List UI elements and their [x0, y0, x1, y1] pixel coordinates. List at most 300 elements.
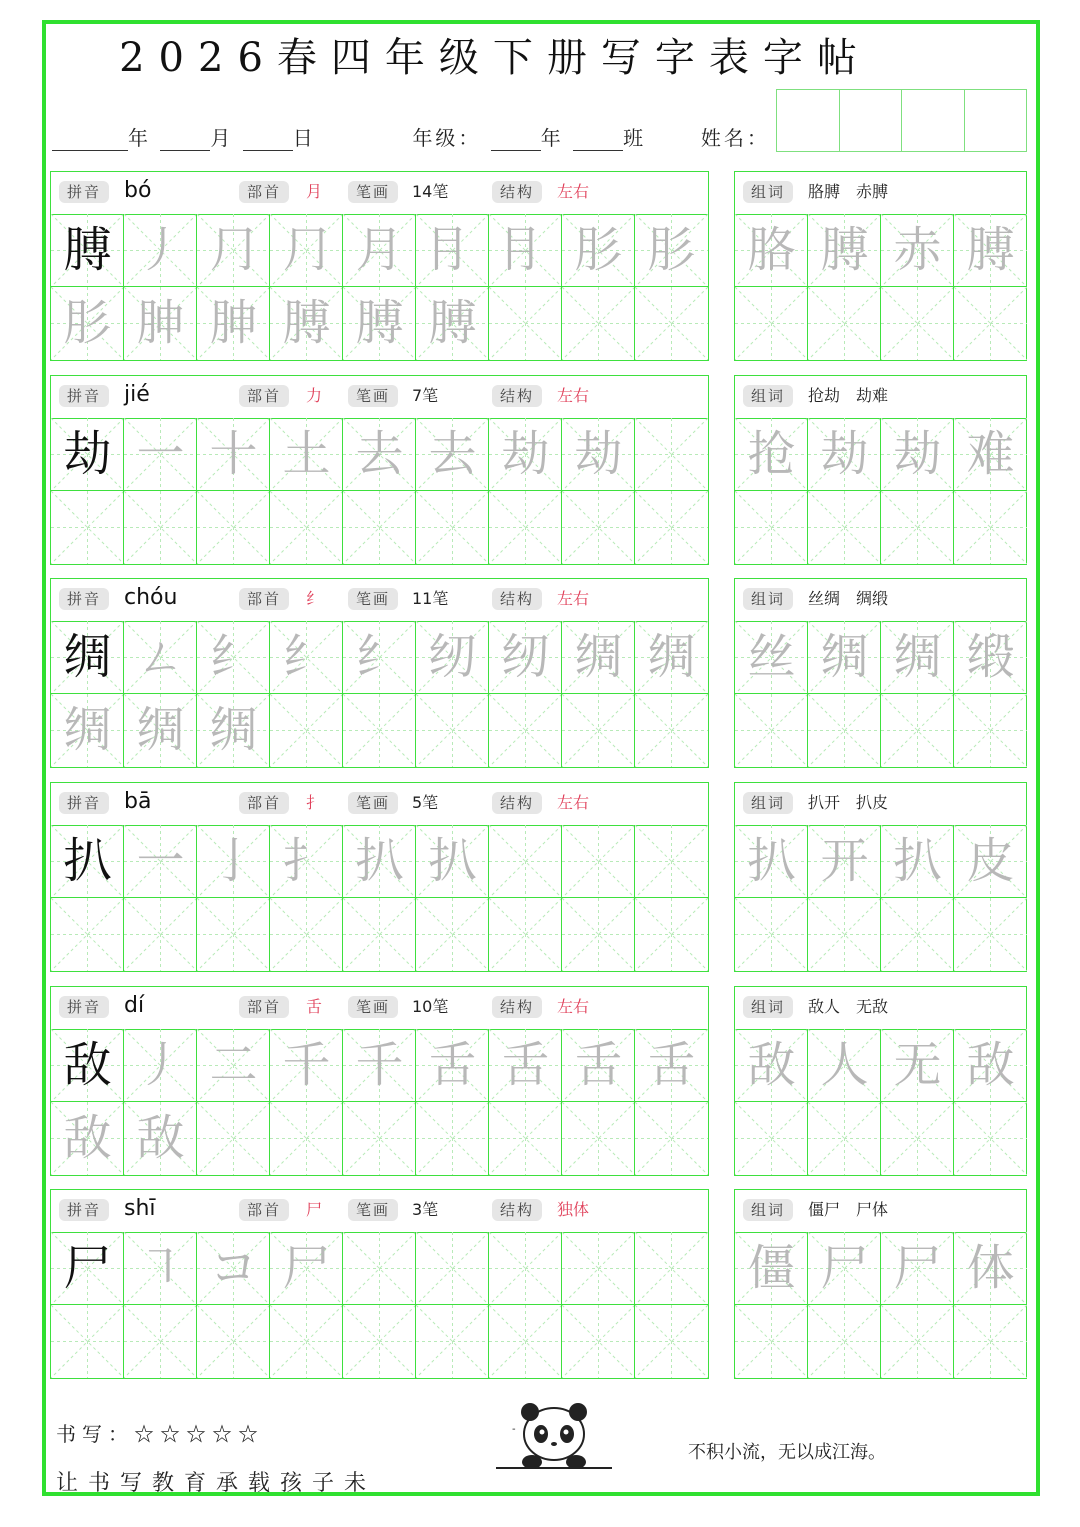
practice-char: 绸 [574, 629, 623, 685]
practice-char: ㄥ [136, 629, 185, 685]
practice-cell[interactable] [197, 214, 270, 287]
practice-char: 劫 [63, 426, 112, 482]
practice-cell[interactable] [343, 1102, 416, 1175]
practice-char: 扒 [428, 833, 477, 889]
word-trace-cell[interactable] [954, 214, 1027, 287]
practice-char: 绸 [893, 629, 942, 685]
model-char-cell[interactable] [51, 621, 124, 694]
practice-char: 纫 [428, 629, 477, 685]
practice-cell[interactable] [635, 1102, 708, 1175]
words-header [735, 1190, 1026, 1233]
practice-cell[interactable] [270, 491, 343, 564]
practice-char: 膊 [966, 222, 1015, 278]
practice-cell[interactable] [197, 287, 270, 360]
word-trace-cell[interactable] [735, 214, 808, 287]
name-boxes[interactable] [776, 89, 1027, 152]
words-block [734, 782, 1027, 972]
word-practice-cell[interactable] [954, 1102, 1027, 1175]
practice-char: 舌 [574, 1037, 623, 1093]
words-header [735, 376, 1026, 419]
words-value: 僵尸 尸体 [808, 1200, 889, 1219]
practice-cell[interactable] [124, 214, 197, 287]
writing-rating: 书写：☆☆☆☆☆ [56, 1422, 264, 1446]
practice-cell[interactable] [635, 694, 708, 767]
structure-tag: 结构 [492, 996, 542, 1018]
word-trace-cell[interactable] [881, 621, 954, 694]
practice-cell[interactable] [124, 825, 197, 898]
practice-cell[interactable] [562, 1102, 635, 1175]
practice-char: 膊 [355, 295, 404, 351]
word-practice-cell[interactable] [735, 898, 808, 971]
practice-cell[interactable] [416, 287, 489, 360]
practice-char: 尸 [820, 1240, 869, 1296]
word-trace-cell[interactable] [808, 621, 881, 694]
practice-char: 劫 [501, 426, 550, 482]
word-practice-cell[interactable] [954, 694, 1027, 767]
word-trace-cell[interactable] [881, 825, 954, 898]
practice-cell[interactable] [343, 694, 416, 767]
practice-char: 纟 [282, 629, 331, 685]
ban-label: 班 [623, 126, 647, 150]
practice-char: 千 [355, 1037, 404, 1093]
practice-cell[interactable] [197, 898, 270, 971]
practice-cell[interactable] [562, 1029, 635, 1102]
practice-cell[interactable] [489, 1305, 562, 1378]
practice-char: 赤 [893, 222, 942, 278]
practice-char: 扒 [747, 833, 796, 889]
practice-cell[interactable] [197, 491, 270, 564]
practice-char: 膊 [282, 295, 331, 351]
practice-cell[interactable] [270, 621, 343, 694]
char-header [51, 579, 708, 622]
words-header [735, 172, 1026, 215]
pinyin-tag: 拼音 [59, 792, 109, 814]
practice-cell[interactable] [489, 825, 562, 898]
practice-cell[interactable] [416, 1305, 489, 1378]
words-value: 丝绸 绸缎 [808, 589, 889, 608]
practice-cell[interactable] [489, 491, 562, 564]
practice-char: 膊 [820, 222, 869, 278]
practice-cell[interactable] [562, 621, 635, 694]
name-box[interactable] [902, 90, 965, 151]
practice-cell[interactable] [343, 898, 416, 971]
practice-cell[interactable] [197, 1305, 270, 1378]
practice-cell[interactable] [562, 898, 635, 971]
word-practice-cell[interactable] [808, 1305, 881, 1378]
pinyin-tag: 拼音 [59, 588, 109, 610]
practice-char: 去 [355, 426, 404, 482]
practice-cell[interactable] [51, 694, 124, 767]
name-box[interactable] [777, 90, 840, 151]
practice-cell[interactable] [124, 418, 197, 491]
practice-cell[interactable] [416, 214, 489, 287]
practice-cell[interactable] [343, 1232, 416, 1305]
practice-cell[interactable] [124, 1029, 197, 1102]
practice-cell[interactable] [343, 1029, 416, 1102]
pinyin-value: dí [124, 993, 145, 1018]
practice-cell[interactable] [416, 418, 489, 491]
pinyin-value: shī [124, 1196, 156, 1221]
word-practice-cell[interactable] [954, 1305, 1027, 1378]
strokes-tag: 笔画 [348, 385, 398, 407]
words-tag: 组词 [743, 1199, 793, 1221]
practice-cell[interactable] [124, 621, 197, 694]
practice-cell[interactable] [124, 1102, 197, 1175]
word-trace-cell[interactable] [954, 1232, 1027, 1305]
radical-value: 纟 [306, 589, 323, 608]
month-blank[interactable] [160, 128, 210, 151]
practice-cell[interactable] [51, 491, 124, 564]
practice-cell[interactable] [416, 491, 489, 564]
practice-char: 绸 [136, 702, 185, 758]
grade-blank[interactable] [491, 128, 541, 151]
practice-char: 舌 [428, 1037, 477, 1093]
practice-cell[interactable] [343, 214, 416, 287]
practice-cell[interactable] [635, 214, 708, 287]
practice-char: 人 [820, 1037, 869, 1093]
words-header [735, 579, 1026, 622]
practice-char: ⺝ [501, 222, 550, 278]
model-char-cell[interactable] [51, 1232, 124, 1305]
char-block [50, 578, 709, 768]
info-row [52, 122, 770, 151]
year-label: 年 [128, 126, 151, 150]
practice-char: 扒 [355, 833, 404, 889]
practice-cell[interactable] [124, 898, 197, 971]
model-char-cell[interactable] [51, 825, 124, 898]
word-practice-cell[interactable] [735, 491, 808, 564]
practice-cell[interactable] [416, 621, 489, 694]
strokes-tag: 笔画 [348, 996, 398, 1018]
practice-cell[interactable] [635, 287, 708, 360]
word-practice-cell[interactable] [954, 491, 1027, 564]
word-trace-cell[interactable] [954, 621, 1027, 694]
practice-cell[interactable] [562, 214, 635, 287]
practice-char: 僵 [747, 1240, 796, 1296]
words-block [734, 1189, 1027, 1379]
motto-text: 让书写教育承载孩子未 [56, 1471, 377, 1496]
radical-tag: 部首 [239, 1199, 289, 1221]
practice-cell[interactable] [416, 694, 489, 767]
word-trace-cell[interactable] [735, 1232, 808, 1305]
pinyin-value: chóu [124, 585, 178, 610]
practice-char: 敌 [747, 1037, 796, 1093]
practice-char: 膊 [428, 295, 477, 351]
name-box[interactable] [840, 90, 903, 151]
practice-cell[interactable] [343, 621, 416, 694]
practice-cell[interactable] [197, 1029, 270, 1102]
practice-cell[interactable] [124, 1232, 197, 1305]
practice-char: 缎 [966, 629, 1015, 685]
practice-char: コ [209, 1240, 258, 1296]
words-block [734, 171, 1027, 361]
word-practice-cell[interactable] [881, 694, 954, 767]
practice-char: 绸 [63, 702, 112, 758]
word-practice-cell[interactable] [881, 898, 954, 971]
practice-cell[interactable] [197, 694, 270, 767]
practice-cell[interactable] [51, 898, 124, 971]
word-trace-cell[interactable] [881, 1029, 954, 1102]
practice-char: 一 [136, 426, 185, 482]
year-blank[interactable] [52, 128, 128, 151]
practice-char: 月 [355, 222, 404, 278]
practice-char: 绸 [209, 702, 258, 758]
word-practice-cell[interactable] [735, 1305, 808, 1378]
char-header [51, 987, 708, 1030]
practice-cell[interactable] [489, 1029, 562, 1102]
practice-cell[interactable] [197, 825, 270, 898]
day-blank[interactable] [243, 128, 293, 151]
model-char-cell[interactable] [51, 418, 124, 491]
practice-char: 扌 [282, 833, 331, 889]
practice-cell[interactable] [635, 1232, 708, 1305]
strokes-tag: 笔画 [348, 181, 398, 203]
words-value: 扒开 扒皮 [808, 793, 889, 812]
practice-cell[interactable] [197, 418, 270, 491]
practice-char: 千 [282, 1037, 331, 1093]
practice-char: 扒 [63, 833, 112, 889]
char-block [50, 782, 709, 972]
practice-char: 劫 [893, 426, 942, 482]
practice-cell[interactable] [416, 1029, 489, 1102]
name-label: 姓名： [700, 126, 770, 150]
practice-char: 皮 [966, 833, 1015, 889]
practice-cell[interactable] [489, 694, 562, 767]
radical-tag: 部首 [239, 792, 289, 814]
strokes-tag: 笔画 [348, 588, 398, 610]
practice-cell[interactable] [51, 1305, 124, 1378]
structure-tag: 结构 [492, 385, 542, 407]
practice-cell[interactable] [270, 214, 343, 287]
words-tag: 组词 [743, 792, 793, 814]
word-practice-cell[interactable] [881, 1305, 954, 1378]
pinyin-value: jié [124, 382, 150, 407]
strokes-value: 5笔 [412, 793, 439, 812]
practice-char: 肜 [63, 295, 112, 351]
words-header [735, 987, 1026, 1030]
word-practice-cell[interactable] [735, 694, 808, 767]
practice-char: 敌 [63, 1110, 112, 1166]
strokes-value: 11笔 [412, 589, 449, 608]
word-trace-cell[interactable] [735, 418, 808, 491]
practice-cell[interactable] [562, 825, 635, 898]
practice-char: 难 [966, 426, 1015, 482]
char-block [50, 1189, 709, 1379]
practice-char: 纫 [501, 629, 550, 685]
practice-char: 胳 [747, 222, 796, 278]
structure-tag: 结构 [492, 792, 542, 814]
word-trace-cell[interactable] [808, 418, 881, 491]
practice-char: 亅 [209, 833, 258, 889]
practice-cell[interactable] [635, 898, 708, 971]
practice-char: 敌 [63, 1037, 112, 1093]
word-practice-cell[interactable] [954, 287, 1027, 360]
word-trace-cell[interactable] [881, 1232, 954, 1305]
strokes-tag: 笔画 [348, 1199, 398, 1221]
word-trace-cell[interactable] [735, 621, 808, 694]
words-value: 敌人 无敌 [808, 997, 889, 1016]
radical-value: 尸 [306, 1200, 323, 1219]
word-practice-cell[interactable] [808, 287, 881, 360]
model-char-cell[interactable] [51, 214, 124, 287]
pinyin-tag: 拼音 [59, 181, 109, 203]
practice-cell[interactable] [489, 1232, 562, 1305]
char-header [51, 172, 708, 215]
model-char-cell[interactable] [51, 1029, 124, 1102]
words-block [734, 986, 1027, 1176]
strokes-value: 14笔 [412, 182, 449, 201]
practice-cell[interactable] [562, 287, 635, 360]
structure-value: 左右 [557, 793, 590, 812]
practice-cell[interactable] [51, 1102, 124, 1175]
practice-cell[interactable] [343, 418, 416, 491]
practice-cell[interactable] [343, 825, 416, 898]
practice-cell[interactable] [635, 1305, 708, 1378]
practice-cell[interactable] [124, 694, 197, 767]
practice-char: 舌 [647, 1037, 696, 1093]
practice-cell[interactable] [489, 1102, 562, 1175]
structure-value: 左右 [557, 997, 590, 1016]
name-box[interactable] [965, 90, 1027, 151]
practice-cell[interactable] [635, 621, 708, 694]
word-trace-cell[interactable] [881, 214, 954, 287]
strokes-value: 10笔 [412, 997, 449, 1016]
word-trace-cell[interactable] [808, 825, 881, 898]
practice-cell[interactable] [562, 694, 635, 767]
class-blank[interactable] [573, 128, 623, 151]
word-practice-cell[interactable] [808, 1102, 881, 1175]
practice-cell[interactable] [124, 491, 197, 564]
practice-char: 丿 [136, 222, 185, 278]
practice-cell[interactable] [270, 287, 343, 360]
practice-cell[interactable] [635, 491, 708, 564]
practice-cell[interactable] [562, 491, 635, 564]
nian-label: 年 [540, 126, 564, 150]
practice-cell[interactable] [343, 491, 416, 564]
practice-char: 绸 [820, 629, 869, 685]
words-value: 胳膊 赤膊 [808, 182, 889, 201]
word-trace-cell[interactable] [808, 214, 881, 287]
pinyin-value: bā [124, 789, 152, 814]
practice-cell[interactable] [489, 214, 562, 287]
structure-value: 左右 [557, 182, 590, 201]
practice-cell[interactable] [416, 1232, 489, 1305]
word-practice-cell[interactable] [881, 491, 954, 564]
radical-value: 力 [306, 386, 323, 405]
strokes-value: 7笔 [412, 386, 439, 405]
words-tag: 组词 [743, 996, 793, 1018]
words-block [734, 578, 1027, 768]
quote-text: 不积小流，无以成江海。 [688, 1442, 886, 1463]
practice-cell[interactable] [124, 287, 197, 360]
practice-cell[interactable] [197, 621, 270, 694]
word-trace-cell[interactable] [735, 1029, 808, 1102]
pinyin-tag: 拼音 [59, 1199, 109, 1221]
practice-cell[interactable] [489, 287, 562, 360]
practice-char: 肜 [574, 222, 623, 278]
pinyin-tag: 拼音 [59, 385, 109, 407]
practice-cell[interactable] [197, 1102, 270, 1175]
practice-cell[interactable] [489, 898, 562, 971]
practice-cell[interactable] [562, 418, 635, 491]
practice-cell[interactable] [270, 1029, 343, 1102]
practice-cell[interactable] [635, 1029, 708, 1102]
word-trace-cell[interactable] [954, 1029, 1027, 1102]
practice-cell[interactable] [635, 825, 708, 898]
structure-value: 左右 [557, 589, 590, 608]
practice-cell[interactable] [562, 1305, 635, 1378]
practice-cell[interactable] [270, 418, 343, 491]
practice-cell[interactable] [416, 898, 489, 971]
practice-cell[interactable] [197, 1232, 270, 1305]
word-practice-cell[interactable] [881, 287, 954, 360]
word-practice-cell[interactable] [735, 287, 808, 360]
practice-cell[interactable] [270, 825, 343, 898]
practice-char: 开 [820, 833, 869, 889]
word-trace-cell[interactable] [954, 825, 1027, 898]
practice-char: 去 [428, 426, 477, 482]
word-trace-cell[interactable] [808, 1232, 881, 1305]
structure-value: 独体 [557, 1200, 590, 1219]
word-trace-cell[interactable] [881, 418, 954, 491]
word-trace-cell[interactable] [808, 1029, 881, 1102]
practice-char: 二 [209, 1037, 258, 1093]
word-practice-cell[interactable] [735, 1102, 808, 1175]
words-block [734, 375, 1027, 565]
practice-char: 胂 [209, 295, 258, 351]
practice-char: 纟 [209, 629, 258, 685]
practice-cell[interactable] [343, 287, 416, 360]
practice-char: 敌 [966, 1037, 1015, 1093]
radical-tag: 部首 [239, 385, 289, 407]
practice-cell[interactable] [562, 1232, 635, 1305]
word-practice-cell[interactable] [808, 694, 881, 767]
structure-value: 左右 [557, 386, 590, 405]
day-label: 日 [292, 126, 316, 150]
practice-cell[interactable] [270, 1102, 343, 1175]
word-trace-cell[interactable] [735, 825, 808, 898]
practice-cell[interactable] [416, 825, 489, 898]
practice-char: 丿 [136, 1037, 185, 1093]
practice-cell[interactable] [270, 1305, 343, 1378]
radical-tag: 部首 [239, 181, 289, 203]
word-practice-cell[interactable] [881, 1102, 954, 1175]
practice-cell[interactable] [270, 694, 343, 767]
char-header [51, 376, 708, 419]
practice-cell[interactable] [270, 898, 343, 971]
practice-cell[interactable] [635, 418, 708, 491]
practice-cell[interactable] [124, 1305, 197, 1378]
practice-char: 肜 [647, 222, 696, 278]
practice-char: ㇕ [136, 1240, 185, 1296]
char-block [50, 375, 709, 565]
word-practice-cell[interactable] [808, 491, 881, 564]
word-trace-cell[interactable] [954, 418, 1027, 491]
practice-cell[interactable] [270, 1232, 343, 1305]
practice-cell[interactable] [343, 1305, 416, 1378]
practice-char: 纟 [355, 629, 404, 685]
practice-char: 体 [966, 1240, 1015, 1296]
char-header [51, 1190, 708, 1233]
practice-cell[interactable] [416, 1102, 489, 1175]
word-practice-cell[interactable] [808, 898, 881, 971]
strokes-tag: 笔画 [348, 792, 398, 814]
practice-cell[interactable] [489, 621, 562, 694]
practice-cell[interactable] [489, 418, 562, 491]
word-practice-cell[interactable] [954, 898, 1027, 971]
practice-cell[interactable] [51, 287, 124, 360]
radical-tag: 部首 [239, 588, 289, 610]
